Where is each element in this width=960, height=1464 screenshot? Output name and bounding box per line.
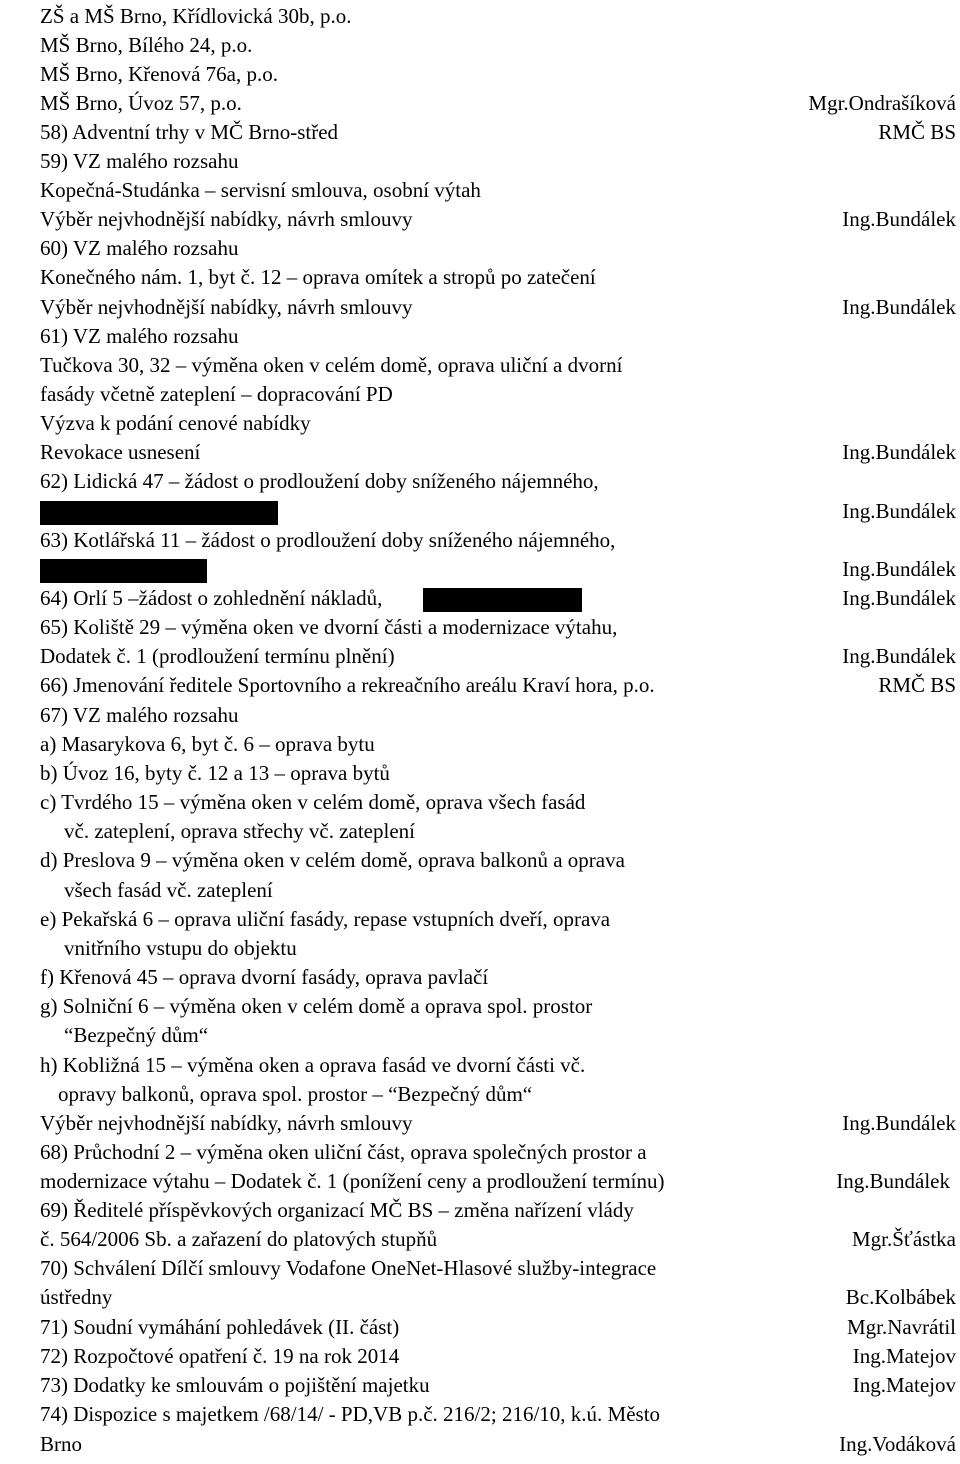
agenda-line-text: 58) Adventní trhy v MČ Brno-střed [40,120,339,144]
agenda-line-text: Dodatek č. 1 (prodloužení termínu plnění) [40,644,395,668]
agenda-line [0,380,960,409]
agenda-line-text: všech fasád vč. zateplení [64,878,273,902]
agenda-line [0,147,960,176]
agenda-line [0,1080,960,1109]
agenda-line-text: Výzva k podání cenové nabídky [40,411,311,435]
agenda-line-text: h) Kobližná 15 – výměna oken a oprava fasád ve dvorní části vč. [40,1053,586,1077]
agenda-line [0,963,960,992]
agenda-line [0,351,960,380]
redaction-box [40,501,278,525]
agenda-line [0,1283,960,1312]
agenda-line-text: g) Solniční 6 – výměna oken v celém domě a oprava spol. prostor [40,994,593,1018]
responsible-person: RMČ BS [878,120,956,144]
responsible-person: Ing.Bundálek [842,1111,956,1135]
agenda-line [0,526,960,555]
agenda-line [0,263,960,292]
agenda-line-text: opravy balkonů, oprava spol. prostor – “Bezpečný dům“ [58,1082,533,1106]
agenda-line [0,409,960,438]
agenda-line-text: 64) Orlí 5 –žádost o zohlednění nákladů, [40,586,383,610]
agenda-line [0,905,960,934]
agenda-line [0,1430,960,1459]
responsible-person: Ing.Matejov [852,1373,956,1397]
agenda-line-text: 63) Kotlářská 11 – žádost o prodloužení doby sníženého nájemného, [40,528,616,552]
agenda-line-text: 67) VZ malého rozsahu [40,703,239,727]
agenda-line [0,205,960,234]
responsible-person: Ing.Bundálek [842,644,956,668]
agenda-line [0,992,960,1021]
agenda-line [0,1167,960,1196]
responsible-person: RMČ BS [878,673,956,697]
agenda-line-text: 70) Schválení Dílčí smlouvy Vodafone OneNet-Hlasové služby-integrace [40,1256,657,1280]
agenda-line-text: f) Křenová 45 – oprava dvorní fasády, oprava pavlačí [40,965,489,989]
responsible-person: Mgr.Ondrašíková [808,91,956,115]
agenda-line-text: “Bezpečný dům“ [64,1023,209,1047]
agenda-line [0,934,960,963]
agenda-line-text: a) Masarykova 6, byt č. 6 – oprava bytu [40,732,375,756]
agenda-line-text: 72) Rozpočtové opatření č. 19 na rok 2014 [40,1344,400,1368]
agenda-line-text: vnitřního vstupu do objektu [64,936,297,960]
agenda-line [0,817,960,846]
agenda-line [0,497,960,526]
agenda-line [0,467,960,496]
agenda-line [0,1051,960,1080]
agenda-line [0,1109,960,1138]
responsible-person: Mgr.Navrátil [846,1315,956,1339]
agenda-line [0,1138,960,1167]
responsible-person: Ing.Bundálek [842,295,956,319]
agenda-line [0,730,960,759]
agenda-line [0,234,960,263]
responsible-person: Bc.Kolbábek [845,1285,956,1309]
agenda-line-text: e) Pekařská 6 – oprava uliční fasády, repase vstupních dveří, oprava [40,907,611,931]
agenda-line [0,1196,960,1225]
agenda-line [0,759,960,788]
agenda-line [0,1225,960,1254]
agenda-line-text: MŠ Brno, Úvoz 57, p.o. [40,91,242,115]
agenda-line [0,613,960,642]
agenda-line [0,1021,960,1050]
agenda-line [0,584,960,613]
agenda-line-text: 65) Koliště 29 – výměna oken ve dvorní části a modernizace výtahu, [40,615,618,639]
agenda-line-text: 60) VZ malého rozsahu [40,236,239,260]
responsible-person: Ing.Bundálek [842,557,956,581]
agenda-line-text: modernizace výtahu – Dodatek č. 1 (ponížení ceny a prodloužení termínu) [40,1169,665,1193]
agenda-line [0,89,960,118]
responsible-person: Ing.Bundálek [836,1169,950,1193]
agenda-line [0,642,960,671]
agenda-line-text: Výběr nejvhodnější nabídky, návrh smlouvy [40,207,413,231]
agenda-line-text: Konečného nám. 1, byt č. 12 – oprava omítek a stropů po zatečení [40,265,596,289]
agenda-line [0,555,960,584]
agenda-line [0,1254,960,1283]
agenda-line-text: 61) VZ malého rozsahu [40,324,239,348]
responsible-person: Ing.Bundálek [842,499,956,523]
responsible-person: Mgr.Šťástka [851,1227,956,1251]
agenda-line-text: Výběr nejvhodnější nabídky, návrh smlouvy [40,1111,413,1135]
agenda-line [0,2,960,31]
agenda-line-text: Výběr nejvhodnější nabídky, návrh smlouvy [40,295,413,319]
agenda-line-text: 69) Ředitelé příspěvkových organizací MČ BS – změna nařízení vlády [40,1198,634,1222]
agenda-line-text: vč. zateplení, oprava střechy vč. zateplení [64,819,415,843]
agenda-line [0,1313,960,1342]
agenda-line-text: 62) Lidická 47 – žádost o prodloužení doby sníženého nájemného, [40,469,599,493]
agenda-line [0,876,960,905]
responsible-person: Ing.Matejov [852,1344,956,1368]
agenda-line-text: Kopečná-Studánka – servisní smlouva, osobní výtah [40,178,481,202]
agenda-line [0,438,960,467]
agenda-line-text: MŠ Brno, Křenová 76a, p.o. [40,62,278,86]
redaction-box [40,559,207,583]
agenda-line-text: 59) VZ malého rozsahu [40,149,239,173]
agenda-line [0,1342,960,1371]
agenda-line [0,176,960,205]
responsible-person: Ing.Vodáková [839,1432,956,1456]
agenda-line-text: fasády včetně zateplení – dopracování PD [40,382,393,406]
agenda-line-text: c) Tvrdého 15 – výměna oken v celém domě, oprava všech fasád [40,790,586,814]
agenda-line-text: 73) Dodatky ke smlouvám o pojištění majetku [40,1373,430,1397]
agenda-line [0,701,960,730]
agenda-line-text: d) Preslova 9 – výměna oken v celém domě, oprava balkonů a oprava [40,848,625,872]
responsible-person: Ing.Bundálek [842,440,956,464]
agenda-line-text: 68) Průchodní 2 – výměna oken uliční část, oprava společných prostor a [40,1140,647,1164]
agenda-line-text: 71) Soudní vymáhání pohledávek (II. část) [40,1315,400,1339]
agenda-line-text: Tučkova 30, 32 – výměna oken v celém domě, oprava uliční a dvorní [40,353,623,377]
responsible-person: Ing.Bundálek [842,586,956,610]
agenda-line [0,1400,960,1429]
agenda-line [0,846,960,875]
agenda-line-text: č. 564/2006 Sb. a zařazení do platových stupňů [40,1227,438,1251]
agenda-line-text: 66) Jmenování ředitele Sportovního a rekreačního areálu Kraví hora, p.o. [40,673,655,697]
agenda-line [0,788,960,817]
redaction-box [423,588,582,612]
agenda-line [0,322,960,351]
agenda-line [0,293,960,322]
agenda-line [0,671,960,700]
agenda-line-text: Brno [40,1432,82,1456]
agenda-line-text: ústředny [40,1285,113,1309]
agenda-line [0,1371,960,1400]
agenda-line-text: MŠ Brno, Bílého 24, p.o. [40,33,253,57]
agenda-line [0,31,960,60]
agenda-line-text: Revokace usnesení [40,440,201,464]
agenda-line-text: b) Úvoz 16, byty č. 12 a 13 – oprava bytů [40,761,390,785]
agenda-line-text: 74) Dispozice s majetkem /68/14/ - PD,VB p.č. 216/2; 216/10, k.ú. Město [40,1402,661,1426]
responsible-person: Ing.Bundálek [842,207,956,231]
agenda-line-text: ZŠ a MŠ Brno, Křídlovická 30b, p.o. [40,4,352,28]
agenda-line [0,60,960,89]
agenda-line [0,118,960,147]
